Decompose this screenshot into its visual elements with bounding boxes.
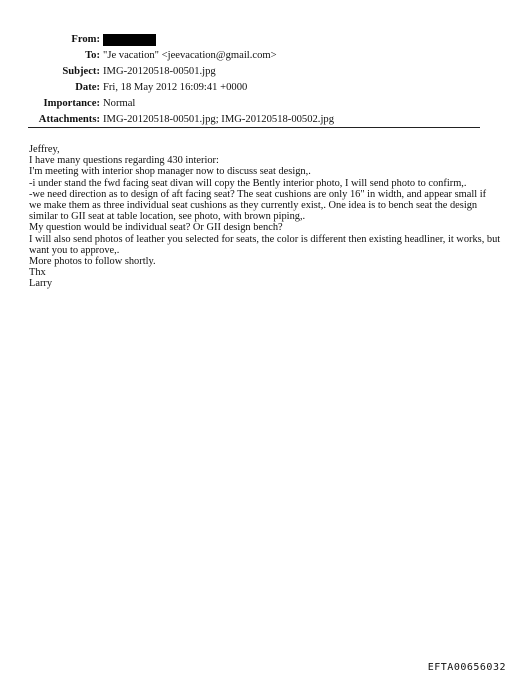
date-label: Date: (75, 82, 100, 93)
email-body (29, 144, 499, 290)
body-line: Jeffrey, (29, 144, 60, 155)
attachments-row (0, 112, 512, 128)
body-line: I'm meeting with interior shop manager now to discuss seat design,. (29, 166, 311, 178)
body-line: -we need direction as to design of aft facing seat? The seat cushions are only 16" in width, and appear small if (29, 188, 487, 200)
date-row (0, 80, 512, 96)
importance-value: Normal (103, 98, 136, 109)
body-line: More photos to follow shortly. (29, 256, 156, 268)
body-line: want you to approve,. (29, 244, 120, 256)
body-line: similar to GII seat at table location, see photo, with brown piping,. (29, 211, 306, 223)
body-line: Thx (29, 267, 46, 279)
attachments-value: IMG-20120518-00501.jpg; IMG-20120518-00502.jpg (103, 114, 334, 125)
from-row (0, 32, 512, 48)
attachments-label: Attachments: (38, 114, 100, 125)
body-line: My question would be individual seat? Or GII design bench? (29, 222, 283, 234)
body-line: we make them as three individual seat cushions as they currently exist,. One idea is to bench seat the design (29, 200, 478, 212)
redacted-sender-block (103, 34, 156, 46)
to-label: To: (85, 50, 100, 61)
to-row (0, 48, 512, 64)
importance-row (0, 96, 512, 112)
document-id-stamp: EFTA00656032 (427, 662, 506, 673)
importance-label: Importance: (43, 98, 100, 109)
body-line: Larry (29, 278, 53, 290)
body-line: -i under stand the fwd facing seat divan will copy the Bently interior photo, I will send photo to confirm,. (29, 177, 467, 189)
email-header (0, 32, 512, 128)
from-label: From: (71, 34, 100, 45)
subject-label: Subject: (62, 66, 100, 77)
subject-value: IMG-20120518-00501.jpg (103, 66, 216, 77)
subject-row (0, 64, 512, 80)
body-line: I have many questions regarding 430 interior: (29, 155, 219, 167)
body-line: I will also send photos of leather you selected for seats, the color is different then existing headliner, it works, but (29, 233, 501, 245)
header-divider (28, 127, 480, 128)
to-value: "Je vacation" <jeevacation@gmail.com> (103, 50, 277, 61)
date-value: Fri, 18 May 2012 16:09:41 +0000 (103, 82, 248, 93)
